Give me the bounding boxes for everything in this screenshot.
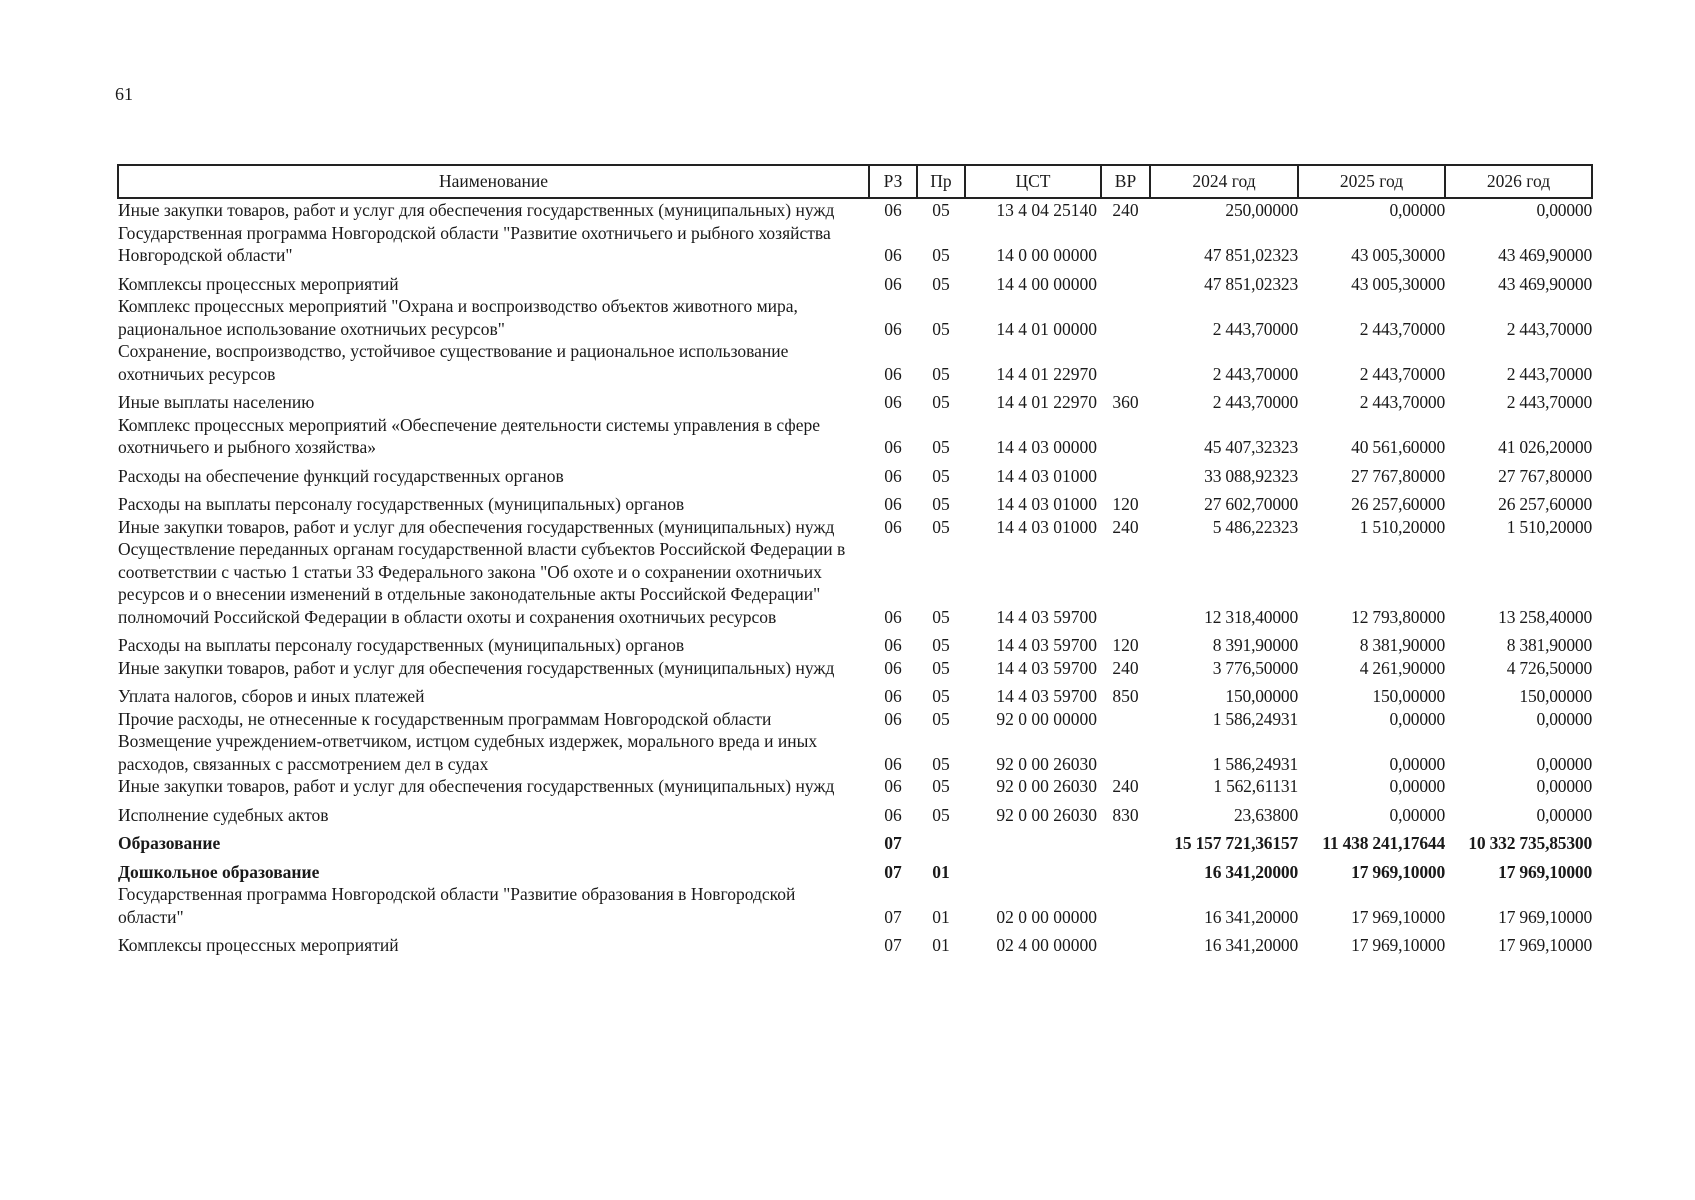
cell-vr [1101, 826, 1150, 855]
cell-rz: 06 [884, 465, 902, 486]
cell-2025: 27 767,80000 [1351, 465, 1445, 486]
cell-cst: 92 0 00 26030 [996, 804, 1097, 825]
table-row [118, 679, 1592, 708]
cell-2024: 3 776,50000 [1212, 657, 1298, 678]
table-row [118, 295, 1592, 340]
cell-pr: 05 [932, 776, 950, 796]
cell-vr [1101, 855, 1150, 884]
cell-cst: 14 4 01 22970 [996, 363, 1097, 384]
table-row [118, 198, 1592, 222]
cell-cst: 14 4 03 01000 [996, 516, 1097, 537]
table-row [118, 487, 1592, 516]
cell-pr: 05 [932, 245, 950, 265]
cell-2025: 17 969,10000 [1351, 861, 1445, 882]
cell-vr: 830 [1112, 804, 1139, 825]
cell-rz: 06 [884, 606, 902, 627]
header-cst: ЦСТ [965, 165, 1101, 198]
cell-2024: 1 562,61131 [1213, 776, 1298, 796]
cell-2024: 12 318,40000 [1204, 606, 1298, 627]
cell-name: Расходы на выплаты персоналу государственных (муниципальных) органов [118, 635, 685, 655]
cell-cst: 14 0 00 00000 [996, 245, 1097, 265]
cell-name: Иные закупки товаров, работ и услуг для обеспечения государственных (муниципальных) нужд [118, 516, 835, 537]
header-rz: РЗ [869, 165, 917, 198]
cell-2024: 47 851,02323 [1204, 245, 1298, 265]
cell-2024: 45 407,32323 [1204, 437, 1298, 457]
table-row [118, 855, 1592, 884]
cell-2024: 1 586,24931 [1212, 708, 1298, 729]
cell-2024: 15 157 721,36157 [1174, 833, 1298, 853]
cell-rz: 07 [884, 833, 902, 853]
cell-2025: 1 510,20000 [1359, 516, 1445, 537]
cell-pr: 01 [932, 861, 950, 882]
cell-2026: 0,00000 [1536, 776, 1592, 796]
cell-rz: 06 [884, 318, 902, 339]
cell-pr: 05 [932, 804, 950, 825]
cell-vr [1101, 414, 1150, 459]
cell-cst: 92 0 00 26030 [996, 753, 1097, 774]
header-vr: ВР [1101, 165, 1150, 198]
table-row [118, 928, 1592, 957]
cell-rz: 06 [884, 657, 902, 678]
cell-vr [1101, 708, 1150, 731]
cell-vr: 240 [1112, 657, 1139, 678]
cell-rz: 06 [884, 363, 902, 384]
cell-name: Исполнение судебных актов [118, 804, 329, 825]
cell-cst: 92 0 00 00000 [996, 708, 1097, 729]
cell-cst: 02 4 00 00000 [996, 935, 1097, 955]
cell-rz: 06 [884, 437, 902, 457]
cell-2024: 5 486,22323 [1212, 516, 1298, 537]
cell-pr: 05 [932, 606, 950, 627]
cell-pr: 05 [932, 363, 950, 384]
budget-table [117, 164, 1593, 957]
cell-2026: 17 969,10000 [1498, 935, 1592, 955]
cell-pr: 05 [932, 516, 950, 537]
table-row [118, 628, 1592, 657]
cell-2026: 0,00000 [1536, 804, 1592, 825]
cell-vr [1101, 538, 1150, 628]
cell-2024: 16 341,20000 [1204, 906, 1298, 927]
cell-vr: 120 [1112, 494, 1139, 514]
cell-pr [917, 826, 965, 855]
cell-name: Комплексы процессных мероприятий [118, 273, 399, 294]
cell-name: Дошкольное образование [118, 861, 320, 882]
cell-vr: 240 [1112, 776, 1139, 796]
cell-pr: 05 [932, 200, 950, 220]
cell-2026: 17 969,10000 [1498, 861, 1592, 882]
table-row [118, 385, 1592, 414]
cell-vr: 240 [1112, 516, 1139, 537]
cell-2025: 150,00000 [1372, 686, 1445, 706]
table-body [118, 198, 1592, 957]
cell-cst: 14 4 03 59700 [996, 606, 1097, 627]
cell-pr: 05 [932, 437, 950, 457]
table-header-row [118, 165, 1592, 198]
cell-2024: 150,00000 [1225, 686, 1298, 706]
cell-cst: 14 4 03 59700 [996, 657, 1097, 678]
cell-name: Осуществление переданных органам государственной власти субъектов Российской Федерации в соответствии с частью 1 статьи 33 Федерального закона "Об охоте и о сохранении охотничьих ресурсов и о внесении изменений в отдельные законодательные акты Российской Федерации" полномочий Российской Федерации в области охоты и сохранения охотничьих ресурсов [118, 539, 846, 627]
cell-pr: 05 [932, 273, 950, 294]
cell-2026: 0,00000 [1536, 200, 1592, 220]
cell-rz: 06 [884, 708, 902, 729]
cell-2026: 0,00000 [1536, 708, 1592, 729]
cell-pr: 01 [932, 906, 950, 927]
cell-name: Иные закупки товаров, работ и услуг для обеспечения государственных (муниципальных) нужд [118, 776, 835, 796]
table-row [118, 267, 1592, 296]
cell-2025: 2 443,70000 [1359, 392, 1445, 412]
cell-2025: 8 381,90000 [1359, 635, 1445, 655]
table-row [118, 708, 1592, 731]
cell-2026: 10 332 735,85300 [1468, 833, 1592, 853]
cell-vr: 240 [1112, 200, 1139, 220]
cell-name: Комплекс процессных мероприятий «Обеспечение деятельности системы управления в сфере охотничьего и рыбного хозяйства» [118, 414, 821, 457]
table-row [118, 459, 1592, 488]
cell-2025: 26 257,60000 [1351, 494, 1445, 514]
cell-cst: 14 4 03 00000 [996, 437, 1097, 457]
cell-2024: 2 443,70000 [1212, 363, 1298, 384]
header-2024: 2024 год [1150, 165, 1298, 198]
cell-2024: 16 341,20000 [1204, 935, 1298, 955]
cell-cst [965, 826, 1101, 855]
cell-2026: 4 726,50000 [1506, 657, 1592, 678]
table-row [118, 826, 1592, 855]
cell-name: Сохранение, воспроизводство, устойчивое существование и рациональное использование охотничьих ресурсов [118, 341, 789, 384]
cell-rz: 06 [884, 273, 902, 294]
cell-2024: 23,63800 [1233, 804, 1298, 825]
table-row [118, 730, 1592, 775]
cell-cst: 02 0 00 00000 [996, 906, 1097, 927]
cell-2025: 43 005,30000 [1351, 245, 1445, 265]
cell-cst: 92 0 00 26030 [996, 776, 1097, 796]
cell-name: Комплексы процессных мероприятий [118, 935, 399, 955]
cell-cst: 14 4 03 01000 [996, 494, 1097, 514]
cell-rz: 06 [884, 635, 902, 655]
cell-2024: 250,00000 [1225, 200, 1298, 220]
table-row [118, 340, 1592, 385]
cell-2025: 17 969,10000 [1351, 906, 1445, 927]
cell-2024: 33 088,92323 [1204, 465, 1298, 486]
cell-name: Расходы на обеспечение функций государственных органов [118, 465, 564, 486]
cell-rz: 06 [884, 245, 902, 265]
cell-rz: 06 [884, 392, 902, 412]
cell-vr [1101, 730, 1150, 775]
cell-rz: 07 [884, 935, 902, 955]
cell-2026: 1 510,20000 [1506, 516, 1592, 537]
cell-2025: 0,00000 [1389, 776, 1445, 796]
cell-2026: 27 767,80000 [1498, 465, 1592, 486]
cell-2024: 27 602,70000 [1204, 494, 1298, 514]
cell-2026: 17 969,10000 [1498, 906, 1592, 927]
cell-rz: 06 [884, 753, 902, 774]
cell-2025: 0,00000 [1389, 200, 1445, 220]
header-name: Наименование [118, 165, 869, 198]
cell-2024: 2 443,70000 [1212, 392, 1298, 412]
cell-2026: 150,00000 [1519, 686, 1592, 706]
page-number: 61 [115, 84, 133, 104]
cell-name: Иные закупки товаров, работ и услуг для обеспечения государственных (муниципальных) нужд [118, 657, 835, 678]
table-row [118, 883, 1592, 928]
cell-cst: 14 4 01 00000 [996, 318, 1097, 339]
cell-vr [1101, 459, 1150, 488]
cell-vr [1101, 883, 1150, 928]
cell-2025: 11 438 241,17644 [1322, 833, 1445, 853]
table-row [118, 222, 1592, 267]
cell-name: Государственная программа Новгородской области "Развитие охотничьего и рыбного хозяйства Новгородской области" [118, 222, 831, 265]
cell-2026: 43 469,90000 [1498, 273, 1592, 294]
cell-2025: 4 261,90000 [1359, 657, 1445, 678]
cell-vr: 120 [1112, 635, 1139, 655]
cell-rz: 06 [884, 804, 902, 825]
cell-name: Иные выплаты населению [118, 392, 315, 412]
cell-cst: 14 4 03 01000 [996, 465, 1097, 486]
cell-name: Иные закупки товаров, работ и услуг для обеспечения государственных (муниципальных) нужд [118, 200, 835, 220]
header-2025: 2025 год [1298, 165, 1445, 198]
cell-2026: 2 443,70000 [1506, 363, 1592, 384]
cell-pr: 05 [932, 686, 950, 706]
cell-vr [1101, 222, 1150, 267]
cell-name: Расходы на выплаты персоналу государственных (муниципальных) органов [118, 494, 685, 514]
cell-2026: 2 443,70000 [1506, 392, 1592, 412]
cell-2025: 0,00000 [1389, 708, 1445, 729]
cell-vr [1101, 340, 1150, 385]
cell-2025: 43 005,30000 [1351, 273, 1445, 294]
cell-2024: 8 391,90000 [1212, 635, 1298, 655]
cell-name: Государственная программа Новгородской области "Развитие образования в Новгородской области" [118, 884, 796, 927]
cell-vr: 360 [1112, 392, 1139, 412]
table-row [118, 798, 1592, 827]
cell-cst: 14 4 00 00000 [996, 273, 1097, 294]
cell-2024: 16 341,20000 [1204, 861, 1298, 882]
header-2026: 2026 год [1445, 165, 1592, 198]
cell-pr: 05 [932, 318, 950, 339]
cell-vr [1101, 928, 1150, 957]
cell-pr: 05 [932, 635, 950, 655]
cell-2026: 41 026,20000 [1498, 437, 1592, 457]
cell-2026: 43 469,90000 [1498, 245, 1592, 265]
cell-2025: 0,00000 [1389, 753, 1445, 774]
cell-name: Комплекс процессных мероприятий "Охрана и воспроизводство объектов животного мира, рациональное использование охотничьих ресурсов" [118, 296, 798, 339]
cell-name: Возмещение учреждением-ответчиком, истцом судебных издержек, морального вреда и иных расходов, связанных с рассмотрением дел в судах [118, 731, 818, 774]
cell-vr [1101, 267, 1150, 296]
cell-2025: 40 561,60000 [1351, 437, 1445, 457]
cell-pr: 05 [932, 708, 950, 729]
cell-2024: 47 851,02323 [1204, 273, 1298, 294]
table-row [118, 414, 1592, 459]
table-row [118, 516, 1592, 539]
header-pr: Пр [917, 165, 965, 198]
cell-pr: 05 [932, 392, 950, 412]
cell-2026: 8 381,90000 [1506, 635, 1592, 655]
table-row [118, 657, 1592, 680]
cell-cst [965, 855, 1101, 884]
cell-name: Прочие расходы, не отнесенные к государственным программам Новгородской области [118, 708, 772, 729]
cell-2026: 26 257,60000 [1498, 494, 1592, 514]
cell-name: Уплата налогов, сборов и иных платежей [118, 686, 425, 706]
cell-pr: 05 [932, 494, 950, 514]
cell-2025: 2 443,70000 [1359, 318, 1445, 339]
cell-rz: 07 [884, 861, 902, 882]
cell-2025: 2 443,70000 [1359, 363, 1445, 384]
cell-vr [1101, 295, 1150, 340]
cell-2025: 12 793,80000 [1351, 606, 1445, 627]
cell-2024: 1 586,24931 [1212, 753, 1298, 774]
cell-pr: 05 [932, 753, 950, 774]
cell-rz: 06 [884, 516, 902, 537]
cell-rz: 06 [884, 686, 902, 706]
cell-rz: 06 [884, 776, 902, 796]
table-row [118, 775, 1592, 798]
cell-pr: 05 [932, 657, 950, 678]
table-row [118, 538, 1592, 628]
cell-vr: 850 [1112, 686, 1139, 706]
cell-cst: 14 4 03 59700 [996, 635, 1097, 655]
cell-2026: 0,00000 [1536, 753, 1592, 774]
cell-cst: 14 4 01 22970 [996, 392, 1097, 412]
cell-pr: 01 [932, 935, 950, 955]
cell-rz: 06 [884, 494, 902, 514]
cell-cst: 13 4 04 25140 [996, 200, 1097, 220]
cell-cst: 14 4 03 59700 [996, 686, 1097, 706]
cell-name: Образование [118, 833, 221, 853]
cell-rz: 07 [884, 906, 902, 927]
cell-pr: 05 [932, 465, 950, 486]
cell-2025: 17 969,10000 [1351, 935, 1445, 955]
cell-rz: 06 [884, 200, 902, 220]
cell-2025: 0,00000 [1389, 804, 1445, 825]
cell-2026: 2 443,70000 [1506, 318, 1592, 339]
cell-2026: 13 258,40000 [1498, 606, 1592, 627]
cell-2024: 2 443,70000 [1212, 318, 1298, 339]
